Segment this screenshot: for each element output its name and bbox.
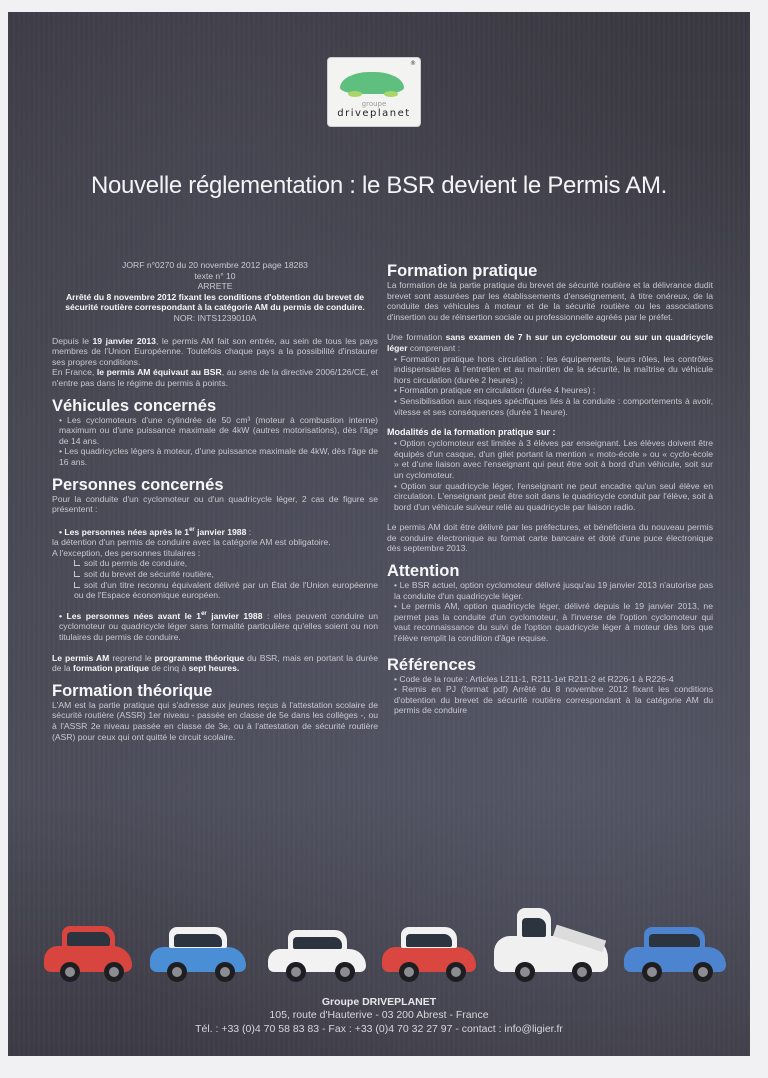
vehicule-item: • Les cyclomoteurs d'une cylindrée de 50 cm³ (moteur à combustion interne) maximum ou d'une puissance maximale de 4kW (autres motorisations), dès l'âge de 14 ans. <box>59 414 378 446</box>
heading-vehicules-concernes: Véhicules concernés <box>52 396 217 415</box>
text: En France, <box>52 367 97 378</box>
white-utility-pickup-icon <box>494 902 608 982</box>
poster <box>8 12 750 1056</box>
exception-item <box>52 580 378 601</box>
checkbox-bullet-icon <box>74 560 80 566</box>
red-striped-microcar-icon <box>382 926 476 982</box>
summary-paragraph <box>52 653 378 674</box>
text: reprend le <box>109 652 155 663</box>
logo-brand-text: driveplanet <box>337 108 411 119</box>
case-after-1988 <box>52 527 378 538</box>
wheel-icon <box>60 962 80 982</box>
vehicle-lineup <box>38 900 738 982</box>
checkbox-bullet-icon <box>74 582 80 588</box>
left-column <box>52 260 378 742</box>
car-window <box>649 934 700 947</box>
attention-item: • Le permis AM, option quadricycle léger, délivré depuis le 19 janvier 2013, ne permet pas la conduite d'un cyclomoteur, à l'inverse de l'option cyclomoteur qui vaut reconnaissance du suivi de l'option quadricycle léger à moteur dès lors que l'élève remplit la condition d'âge requise. <box>394 601 713 644</box>
text: soit du permis de conduire, <box>84 558 188 569</box>
attention-item: • Le BSR actuel, option cyclomoteur délivré jusqu'au 19 janvier 2013 n'autorise pas la conduite d'un quadricycle léger. <box>394 580 713 601</box>
footer-company: Groupe DRIVEPLANET <box>321 996 437 1008</box>
text: : elles peuvent conduire un cyclomoteur ou quadricycle léger sans formalité particulière qu'elles soient ou non titulaires du permis de conduire. <box>59 610 378 643</box>
registered-mark: ® <box>410 60 416 67</box>
text: sans examen de 7 h sur un cyclomoteur ou sur un quadricycle léger <box>387 332 713 353</box>
formation-pratique-text: La formation de la partie pratique du brevet de sécurité routière et la délivrance dudit brevet sont assurées par les établissements d'enseignement, à titre onéreux, de la conduite des véhicules à moteur et de la sécurité routière ou les associations d'insertion ou de réinsertion sociale ou professionnelle agréés par le préfet. <box>387 280 713 322</box>
case-after-1988-text: la détention d'un permis de conduire avec la catégorie AM est obligatoire. <box>52 537 331 548</box>
wheel-icon <box>335 962 355 982</box>
arrete-title: Arrêté du 8 novembre 2012 fixant les conditions d'obtention du brevet de sécurité routière correspondant à la catégorie AM du permis de conduire. <box>65 291 365 313</box>
text: : <box>246 526 252 537</box>
driveplanet-logo <box>328 58 420 126</box>
delivery-paragraph: Le permis AM doit être délivré par les préfectures, et bénéficiera du nouveau permis de conduire électronique au format carte bancaire et doté d'une puce électronique dès septembre 2013. <box>387 522 713 554</box>
heading-formation-theorique: Formation théorique <box>52 681 213 700</box>
white-microcar-icon <box>268 930 366 982</box>
personnes-intro: Pour la conduite d'un cyclomoteur ou d'un quadricycle léger, 2 cas de figure se présentent : <box>52 493 378 515</box>
case-before-1988 <box>52 611 378 643</box>
wheel-icon <box>399 962 419 982</box>
text: soit du brevet de sécurité routière, <box>84 569 214 580</box>
formation-item: • Formation pratique hors circulation : les équipements, leurs rôles, les contrôles indispensables à l'entretien et au maintien de la sécurité, la maîtrise du véhicule hors circulation (durée 2 heures) ; <box>394 353 713 385</box>
car-window <box>174 934 222 947</box>
wheel-icon <box>693 962 713 982</box>
exception-label: A l'exception, des personnes titulaires : <box>52 547 201 558</box>
heading-modalites: Modalités de la formation pratique sur : <box>387 427 556 438</box>
text: sept heures. <box>188 663 240 674</box>
modalite-item: • Option sur quadricycle léger, l'enseignant ne peut encadre qu'un seul élève en circulation. L'enseignant peut être soit dans le quadricycle conduit par l'élève, soit à bord d'un véhicule suiveur relié au quadricycle par liaison radio. <box>394 480 713 512</box>
text: soit d'un titre reconnu équivalent délivré par un État de l'Union européenne ou de l'Espace économique européen. <box>74 579 378 601</box>
nor-reference: NOR: INTS1239010A <box>173 312 257 323</box>
formation-7h-paragraph <box>387 332 713 353</box>
footer <box>8 995 750 1036</box>
reference-item: • Code de la route : Articles L211-1, R211-1et R211-2 et R226-1 à R226-4 <box>394 673 674 684</box>
formation-item: • Formation pratique en circulation (durée 4 heures) ; <box>394 385 596 396</box>
logo-wheel-icon <box>384 91 398 97</box>
modalite-item: • Option cyclomoteur est limitée à 3 élèves par enseignant. Les élèves doivent être équipés d'un casque, d'un gilet portant la mention « moto-école » ou « cyclo-école » et d'une liaison avec l'enseignant qui peut être soit à bord d'un véhicule, soit sur un cyclomoteur. <box>394 438 713 480</box>
text: • Les personnes nées avant le 1 <box>59 610 202 621</box>
text: janvier 1988 <box>206 610 263 621</box>
intro-paragraph-1 <box>52 336 378 368</box>
text: Depuis le <box>52 335 93 346</box>
heading-personnes-concernes: Personnes concernés <box>52 475 224 494</box>
formation-theorique-text: L'AM est la partie pratique qui s'adresse aux jeunes reçus à l'attestation scolaire de sécurité routière (ASSR) 1er niveau - passée en classe de 5e dans les collèges -, ou à l'ASSR 2e niveau passée en classe de 3e, ou à l'attestation de sécurité routière (ASR) pour ceux qui ont quitté le circuit scolaire. <box>52 699 378 742</box>
text: , au sens de la directive 2006/126/CE, et n'entre pas dans le régime du permis à points. <box>52 367 378 388</box>
wheel-icon <box>215 962 235 982</box>
intro-paragraph-2 <box>52 367 378 388</box>
red-microcar-icon <box>44 924 132 982</box>
date-highlight: 19 janvier 2013 <box>92 335 156 346</box>
jorf-arrete-label: ARRETE <box>197 281 233 292</box>
text: comprenant : <box>407 342 461 353</box>
text: janvier 1988 <box>194 526 247 537</box>
wheel-icon <box>642 962 662 982</box>
right-column <box>387 262 713 716</box>
wheel-icon <box>104 962 124 982</box>
exception-item <box>52 558 378 569</box>
footer-contact: Tél. : +33 (0)4 70 58 83 83 - Fax : +33 (0)4 70 32 27 97 - contact : info@ligier.fr <box>195 1022 563 1035</box>
car-window <box>293 937 342 949</box>
wheel-icon <box>572 962 592 982</box>
text: formation pratique <box>73 663 149 674</box>
car-window <box>522 918 546 937</box>
text: Le permis AM <box>52 652 110 663</box>
reference-item: • Remis en PJ (format pdf) Arrêté du 8 novembre 2012 fixant les conditions d'obtention du brevet de sécurité routière correspondant à la catégorie AM du permis de conduire <box>394 684 713 716</box>
logo-wheel-icon <box>348 91 362 97</box>
text: , le permis AM fait son entrée, au sein de tous les pays membres de l'Union Européenne. Toutefois chaque pays a la possibilité d'instaurer ses propres conditions. <box>52 335 378 367</box>
wheel-icon <box>167 962 187 982</box>
text: • Les personnes nées après le 1 <box>59 526 190 537</box>
heading-formation-pratique: Formation pratique <box>387 262 538 280</box>
formation-item: • Sensibilisation aux risques spécifiques liés à la conduite : comportements à avoir, vitesse et ses conséquences (durée 1 heure). <box>394 395 713 417</box>
wheel-icon <box>446 962 466 982</box>
jorf-reference: JORF n°0270 du 20 novembre 2012 page 18283 <box>122 260 308 270</box>
vehicule-item: • Les quadricycles légers à moteur, d'une puissance maximale de 4kW, dès l'âge de 16 ans. <box>59 446 378 467</box>
page-title: Nouvelle réglementation : le BSR devient le Permis AM. <box>90 172 668 199</box>
text: du BSR, mais en portant la durée de la <box>52 652 378 674</box>
wheel-icon <box>515 962 535 982</box>
blue-microcar-icon <box>150 926 246 982</box>
car-window <box>67 932 110 946</box>
text: er <box>201 610 207 617</box>
car-window <box>406 934 452 947</box>
heading-references: Références <box>387 655 476 674</box>
jorf-block <box>52 260 378 324</box>
blue-compact-car-icon <box>624 926 726 982</box>
text: Une formation <box>387 332 446 343</box>
logo-groupe-text: groupe <box>361 100 387 108</box>
jorf-texte: texte n° 10 <box>194 270 236 281</box>
exception-item <box>52 569 378 580</box>
equivalence-highlight: le permis AM équivaut au BSR <box>96 367 222 378</box>
text: de cinq à <box>148 663 189 674</box>
wheel-icon <box>286 962 306 982</box>
heading-attention: Attention <box>387 562 460 581</box>
checkbox-bullet-icon <box>74 571 80 577</box>
text: programme théorique <box>154 652 245 663</box>
text: er <box>189 526 195 533</box>
footer-address: 105, route d'Hauterive - 03 200 Abrest - France <box>269 1009 489 1021</box>
